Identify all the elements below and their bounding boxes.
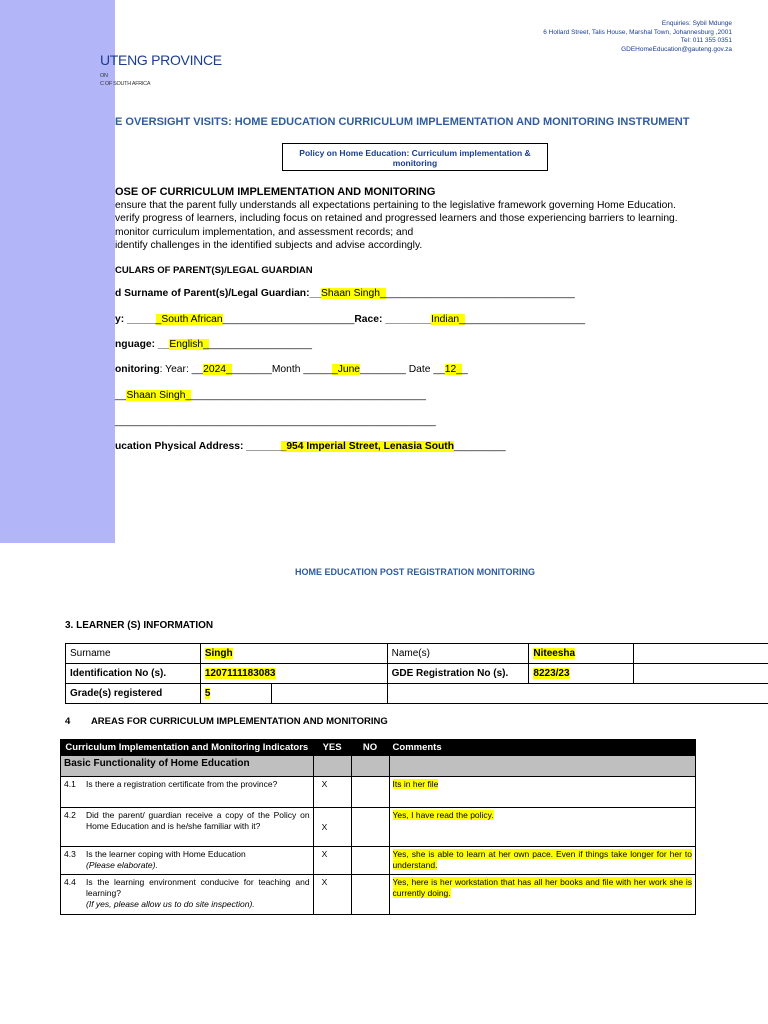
parent-name-line xyxy=(115,288,575,299)
gde-label: GDE Registration No (s). xyxy=(387,664,529,684)
names-value[interactable]: Niteesha xyxy=(533,648,576,659)
empty-cell xyxy=(634,664,768,684)
col-comments: Comments xyxy=(389,740,695,756)
surname-label: Surname xyxy=(66,644,201,664)
table-row xyxy=(61,777,696,808)
signature-blank: _________________________________________ xyxy=(191,390,426,401)
question-text: Is the learning environment conducive for teaching and learning? xyxy=(86,877,310,898)
purpose-heading: OSE OF CURRICULUM IMPLEMENTATION AND MONITORING xyxy=(115,186,436,198)
question-note: (Please elaborate). xyxy=(86,860,158,870)
signature-prefix: __ xyxy=(115,390,127,401)
yes-cell[interactable]: X xyxy=(313,808,351,847)
nationality-blank: _______________________ xyxy=(222,314,355,325)
yes-cell[interactable]: X xyxy=(313,847,351,875)
areas-heading xyxy=(65,716,388,727)
no-cell[interactable] xyxy=(351,777,389,808)
address-line xyxy=(115,441,506,452)
sidebar-overlay xyxy=(0,0,115,543)
table-row xyxy=(61,847,696,875)
enquiries-email[interactable]: GDEHomeEducation@gauteng.gov.za xyxy=(621,45,732,53)
col-indicators: Curriculum Implementation and Monitoring Indicators xyxy=(61,740,314,756)
comment-cell xyxy=(389,875,695,915)
race-blank: _____________________ xyxy=(464,314,586,325)
names-label: Name(s) xyxy=(387,644,529,664)
areas-table xyxy=(60,739,696,915)
signature-value[interactable]: Shaan Singh_ xyxy=(126,390,192,401)
language-label: nguage: xyxy=(115,339,158,350)
comment-cell xyxy=(389,777,695,808)
logo-subtitle-1: ON xyxy=(100,73,108,79)
question-number: 4.1 xyxy=(64,779,76,789)
comment-cell xyxy=(389,808,695,847)
question-number: 4.3 xyxy=(64,849,76,859)
monitoring-label: onitoring xyxy=(115,364,160,375)
date-label: ________ Date __ xyxy=(360,364,445,375)
blank-line xyxy=(115,416,436,427)
parent-heading: CULARS OF PARENT(S)/LEGAL GUARDIAN xyxy=(115,265,313,276)
question-cell xyxy=(61,847,314,875)
language-value[interactable]: English_ xyxy=(169,339,209,350)
language-blank: __________________ xyxy=(208,339,312,350)
empty-cell xyxy=(387,684,768,704)
no-cell[interactable] xyxy=(351,847,389,875)
purpose-line-1: ensure that the parent fully understands all expectations pertaining to the legislative framework governing Home Education. xyxy=(115,200,676,211)
no-cell[interactable] xyxy=(351,875,389,915)
monitoring-date-line xyxy=(115,364,468,375)
empty-cell xyxy=(634,644,768,664)
date-blank: _ xyxy=(461,364,468,375)
table-row xyxy=(66,644,768,664)
surname-cell xyxy=(200,644,387,664)
race-value[interactable]: Indian_ xyxy=(431,314,465,325)
table-row xyxy=(61,875,696,915)
parent-name-prefix: __ xyxy=(309,288,321,299)
enquiries-address: 6 Hollard Street, Talis House, Marshal Town, Johannesburg ,2001 xyxy=(543,28,732,36)
enquiries-contact: Enquiries: Sybil Mdunge xyxy=(661,20,732,27)
address-value[interactable]: _954 Imperial Street, Lenasia South xyxy=(280,441,454,452)
address-label: ucation Physical Address: ______ xyxy=(115,441,281,452)
grade-value[interactable]: 5 xyxy=(204,688,211,699)
month-label: _______Month _____ xyxy=(231,364,332,375)
surname-value[interactable]: Singh xyxy=(204,648,233,659)
grade-label: Grade(s) registered xyxy=(66,684,201,704)
question-number: 4.4 xyxy=(64,877,76,887)
yes-cell[interactable]: X xyxy=(313,777,351,808)
race-label: Race: ________ xyxy=(354,314,432,325)
empty-cell xyxy=(313,756,351,777)
signature-line xyxy=(115,390,426,401)
empty-cell xyxy=(389,756,695,777)
address-blank: _________ xyxy=(454,441,506,452)
question-text: Is the learner coping with Home Education xyxy=(86,849,246,859)
table-row xyxy=(66,664,768,684)
table-header-row xyxy=(61,740,696,756)
comment-value[interactable]: Yes, I have read the policy. xyxy=(392,810,494,820)
parent-name-blank: _________________________________ xyxy=(385,288,575,299)
table-row xyxy=(66,684,768,704)
no-cell[interactable] xyxy=(351,808,389,847)
section-row xyxy=(61,756,696,777)
col-no: NO xyxy=(351,740,389,756)
areas-heading-text: AREAS FOR CURRICULUM IMPLEMENTATION AND MONITORING xyxy=(90,716,388,727)
enquiries-tel: Tel: 011 355 0351 xyxy=(680,37,732,45)
monitoring-title: HOME EDUCATION POST REGISTRATION MONITORING xyxy=(294,567,535,577)
year-value[interactable]: 2024_ xyxy=(203,364,232,375)
nationality-label: y: _____ xyxy=(115,314,156,325)
purpose-line-2: verify progress of learners, including focus on retained and progressed learners and those experiencing barriers to learning. xyxy=(115,213,678,224)
comment-value[interactable]: Its in her file xyxy=(392,779,439,789)
parent-name-label: d Surname of Parent(s)/Legal Guardian: xyxy=(115,288,310,299)
grade-cell xyxy=(200,684,387,704)
learner-heading: 3. LEARNER (S) INFORMATION xyxy=(65,620,214,631)
empty-cell xyxy=(351,756,389,777)
year-label: : Year: __ xyxy=(159,364,204,375)
question-cell xyxy=(61,875,314,915)
question-cell xyxy=(61,808,314,847)
names-cell xyxy=(529,644,634,664)
question-text: Did the parent/ guardian receive a copy of the Policy on Home Education and is he/she familiar with it? xyxy=(86,810,310,831)
language-line xyxy=(115,339,312,350)
question-cell xyxy=(61,777,314,808)
question-number: 4.2 xyxy=(64,810,76,820)
date-value[interactable]: 12_ xyxy=(444,364,462,375)
policy-box: Policy on Home Education: Curriculum implementation & monitoring xyxy=(282,143,548,171)
table-row xyxy=(61,808,696,847)
logo-subtitle-2: C OF SOUTH AFRICA xyxy=(100,81,151,87)
col-yes: YES xyxy=(313,740,351,756)
areas-heading-num: 4 xyxy=(65,716,71,727)
gde-value[interactable]: 8223/23 xyxy=(533,668,570,679)
blank-line-underscores: ________________________________________________________ xyxy=(115,416,436,427)
question-text: Is there a registration certificate from the province? xyxy=(86,779,278,789)
id-value[interactable]: 1207111183083 xyxy=(204,668,276,679)
purpose-line-4: identify challenges in the identified subjects and advise accordingly. xyxy=(115,240,423,251)
learner-table xyxy=(65,643,768,704)
logo xyxy=(100,52,222,87)
gde-cell xyxy=(529,664,634,684)
section-label: Basic Functionality of Home Education xyxy=(61,756,314,777)
comment-cell xyxy=(389,847,695,875)
parent-name-value[interactable]: Shaan Singh_ xyxy=(321,288,386,299)
yes-cell[interactable]: X xyxy=(313,875,351,915)
comment-value[interactable]: Yes, here is her workstation that has all her books and file with her work she is currently doing. xyxy=(392,877,692,898)
id-label: Identification No (s). xyxy=(66,664,201,684)
purpose-line-3: monitor curriculum implementation, and assessment records; and xyxy=(115,227,414,238)
question-note: (If yes, please allow us to do site inspection). xyxy=(86,899,255,909)
nationality-race-line xyxy=(115,314,585,325)
nationality-value[interactable]: _South African xyxy=(155,314,223,325)
logo-title: UTENG PROVINCE xyxy=(100,52,222,68)
grade-extra-cell xyxy=(271,684,387,703)
id-cell xyxy=(200,664,387,684)
enquiries-block xyxy=(543,20,732,54)
comment-value[interactable]: Yes, she is able to learn at her own pace. Even if things take longer for her to understand. xyxy=(392,849,692,870)
language-prefix: __ xyxy=(157,339,170,350)
month-value[interactable]: _June xyxy=(331,364,361,375)
document-title: E OVERSIGHT VISITS: HOME EDUCATION CURRICULUM IMPLEMENTATION AND MONITORING INSTRUMENT xyxy=(115,116,690,128)
